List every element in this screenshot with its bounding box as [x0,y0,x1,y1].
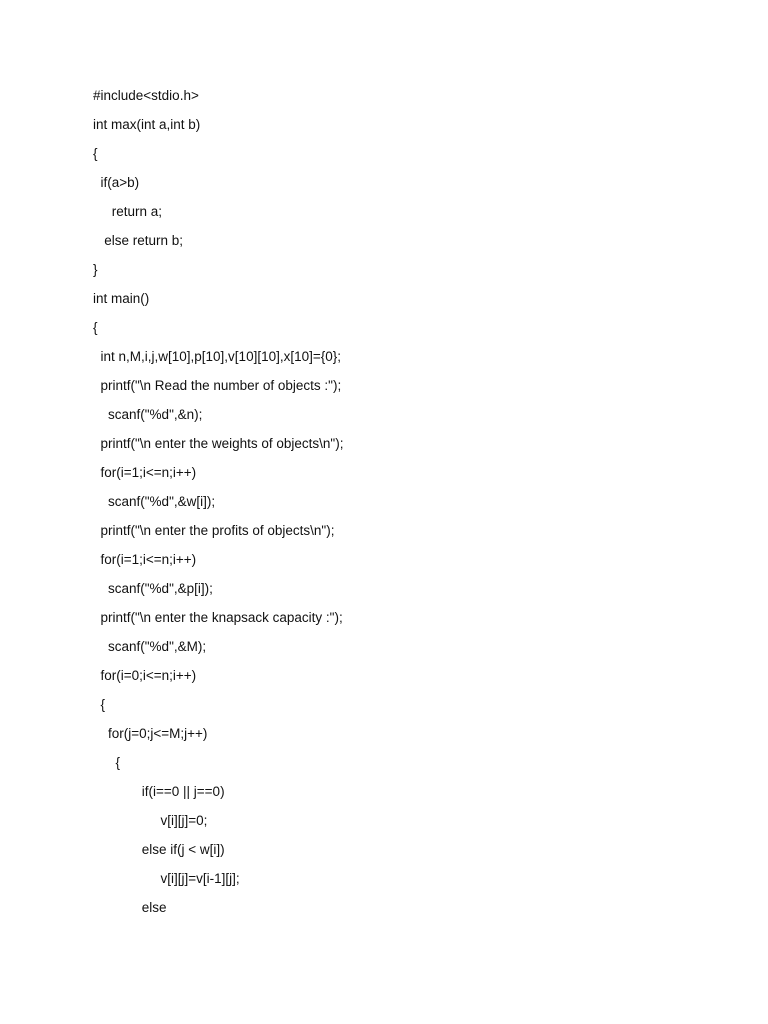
code-line: scanf("%d",&n); [93,407,203,422]
code-line: else [93,900,167,915]
code-listing [93,86,343,927]
code-line: { [93,320,98,335]
code-line: printf("\n Read the number of objects :"); [93,378,342,393]
code-line: for(i=0;i<=n;i++) [93,668,197,683]
code-line: scanf("%d",&w[i]); [93,494,216,509]
code-line: { [93,755,121,770]
code-line: { [93,697,106,712]
code-line: scanf("%d",&p[i]); [93,581,213,596]
code-line: printf("\n enter the weights of objects\n"); [93,436,344,451]
code-line: for(j=0;j<=M;j++) [93,726,208,741]
code-line: int main() [93,291,150,306]
code-line: for(i=1;i<=n;i++) [93,552,197,567]
code-line: #include<stdio.h> [93,88,199,103]
code-line: printf("\n enter the knapsack capacity :"); [93,610,343,625]
code-line: v[i][j]=v[i-1][j]; [93,871,240,886]
code-line: scanf("%d",&M); [93,639,207,654]
code-line: v[i][j]=0; [93,813,208,828]
code-line: printf("\n enter the profits of objects\n"); [93,523,335,538]
code-line: int n,M,i,j,w[10],p[10],v[10][10],x[10]={0}; [93,349,342,364]
code-line: if(a>b) [93,175,140,190]
code-line: { [93,146,98,161]
code-line: if(i==0 || j==0) [93,784,225,799]
code-line: else return b; [93,233,184,248]
code-line: int max(int a,int b) [93,117,201,132]
code-line: } [93,262,98,277]
code-line: else if(j < w[i]) [93,842,225,857]
code-line: for(i=1;i<=n;i++) [93,465,197,480]
code-line: return a; [93,204,163,219]
